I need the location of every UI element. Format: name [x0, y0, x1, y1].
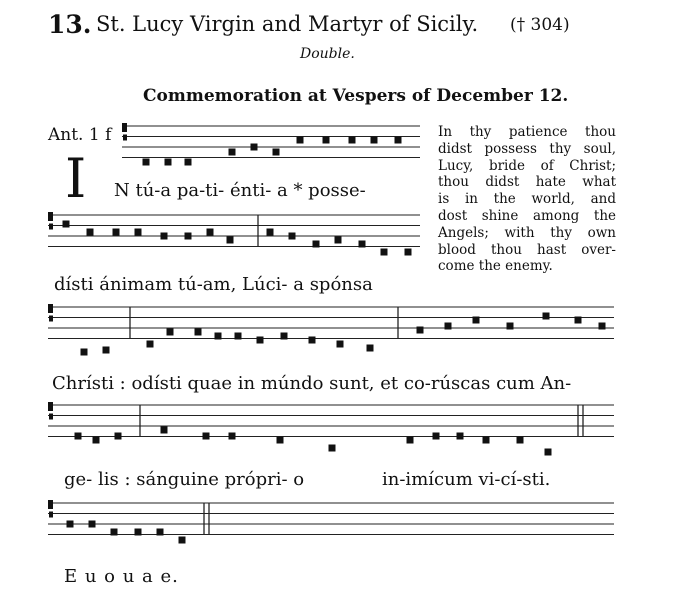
neume-note [457, 433, 464, 440]
neume-note [135, 529, 142, 536]
antiphon-label: Ant. 1 f [48, 125, 112, 145]
commemoration-heading: Commemoration at Vespers of December 12. [143, 86, 569, 106]
neume-note [203, 433, 210, 440]
neume-note [329, 445, 336, 452]
lyric-line-1: N tú-a pa-ti- énti- a * posse- [114, 180, 366, 201]
translation-line: Lucy, bride of Christ; [438, 157, 616, 174]
clef-mark [48, 500, 53, 509]
neume-note [229, 149, 236, 156]
neume-note [277, 437, 284, 444]
lyric-line-5: E u o u a e. [64, 566, 179, 587]
neume-note [227, 237, 234, 244]
neume-note [143, 159, 150, 166]
translation-line: is in the world, and [438, 191, 616, 208]
neume-note [113, 229, 120, 236]
neume-note [281, 333, 288, 340]
neume-note [161, 233, 168, 240]
neume-note [147, 341, 154, 348]
neume-note [267, 229, 274, 236]
neume-note [235, 333, 242, 340]
neume-note [359, 241, 366, 248]
lyric-line-4b: in-imícum vi-cí-sti. [382, 469, 551, 490]
clef-mark [49, 316, 53, 322]
neume-note [407, 437, 414, 444]
neume-note [81, 349, 88, 356]
neume-note [309, 337, 316, 344]
translation-line: dost shine among the [438, 207, 616, 224]
neume-note [371, 137, 378, 144]
neume-note [381, 249, 388, 256]
neume-note [157, 529, 164, 536]
neume-note [545, 449, 552, 456]
neume-note [445, 323, 452, 330]
clef-mark [48, 402, 53, 411]
neume-note [165, 159, 172, 166]
neume-note [349, 137, 356, 144]
neume-note [543, 313, 550, 320]
neume-note [273, 149, 280, 156]
neume-note [89, 521, 96, 528]
translation-line: didst possess thy soul, [438, 140, 616, 157]
neume-note [483, 437, 490, 444]
neume-note [185, 233, 192, 240]
neume-note [367, 345, 374, 352]
lyric-line-4: ge- lis : sánguine própri- o [64, 469, 305, 490]
lyric-line-2: dísti ánimam tú-am, Lúci- a spónsa [54, 274, 373, 295]
neume-note [75, 433, 82, 440]
translation-line: thou didst hate what [438, 174, 616, 191]
neume-note [185, 159, 192, 166]
feast-date: († 304) [510, 15, 570, 35]
neume-note [335, 237, 342, 244]
neume-note [103, 347, 110, 354]
translation-line: blood thou hast over- [438, 241, 616, 258]
neume-note [63, 221, 70, 228]
neume-note [337, 341, 344, 348]
neume-note [507, 323, 514, 330]
clef-mark [122, 123, 127, 132]
translation-line: come the enemy. [438, 258, 553, 275]
neume-note [417, 327, 424, 334]
translation-line: Angels; with thy own [438, 224, 616, 241]
neume-note [323, 137, 330, 144]
feast-rank: Double. [300, 46, 355, 62]
neume-note [297, 137, 304, 144]
translation-text [438, 124, 616, 275]
neume-note [195, 329, 202, 336]
neume-note [289, 233, 296, 240]
neume-note [87, 229, 94, 236]
neume-note [251, 144, 258, 151]
neume-note [473, 317, 480, 324]
lyric-line-3: Chrísti : odísti quae in múndo sunt, et co-rúscas cum An- [52, 373, 572, 394]
neume-note [405, 249, 412, 256]
neume-note [111, 529, 118, 536]
clef-mark [49, 512, 53, 518]
neume-note [229, 433, 236, 440]
neume-note [395, 137, 402, 144]
chapter-number: 13. [48, 10, 92, 39]
neume-note [207, 229, 214, 236]
neume-note [313, 241, 320, 248]
neume-note [167, 329, 174, 336]
neume-note [575, 317, 582, 324]
neume-note [179, 537, 186, 544]
neume-note [257, 337, 264, 344]
neume-note [433, 433, 440, 440]
neume-note [135, 229, 142, 236]
neume-note [93, 437, 100, 444]
neume-note [599, 323, 606, 330]
clef-mark [123, 135, 127, 141]
neume-note [517, 437, 524, 444]
clef-mark [48, 212, 53, 221]
translation-line: In thy patience thou [438, 124, 616, 140]
clef-mark [49, 224, 53, 230]
neume-note [115, 433, 122, 440]
neume-note [215, 333, 222, 340]
antiphon-initial: I [65, 147, 87, 210]
neume-note [67, 521, 74, 528]
feast-title: St. Lucy Virgin and Martyr of Sicily. [96, 12, 479, 36]
clef-mark [49, 414, 53, 420]
neume-note [161, 427, 168, 434]
clef-mark [48, 304, 53, 313]
